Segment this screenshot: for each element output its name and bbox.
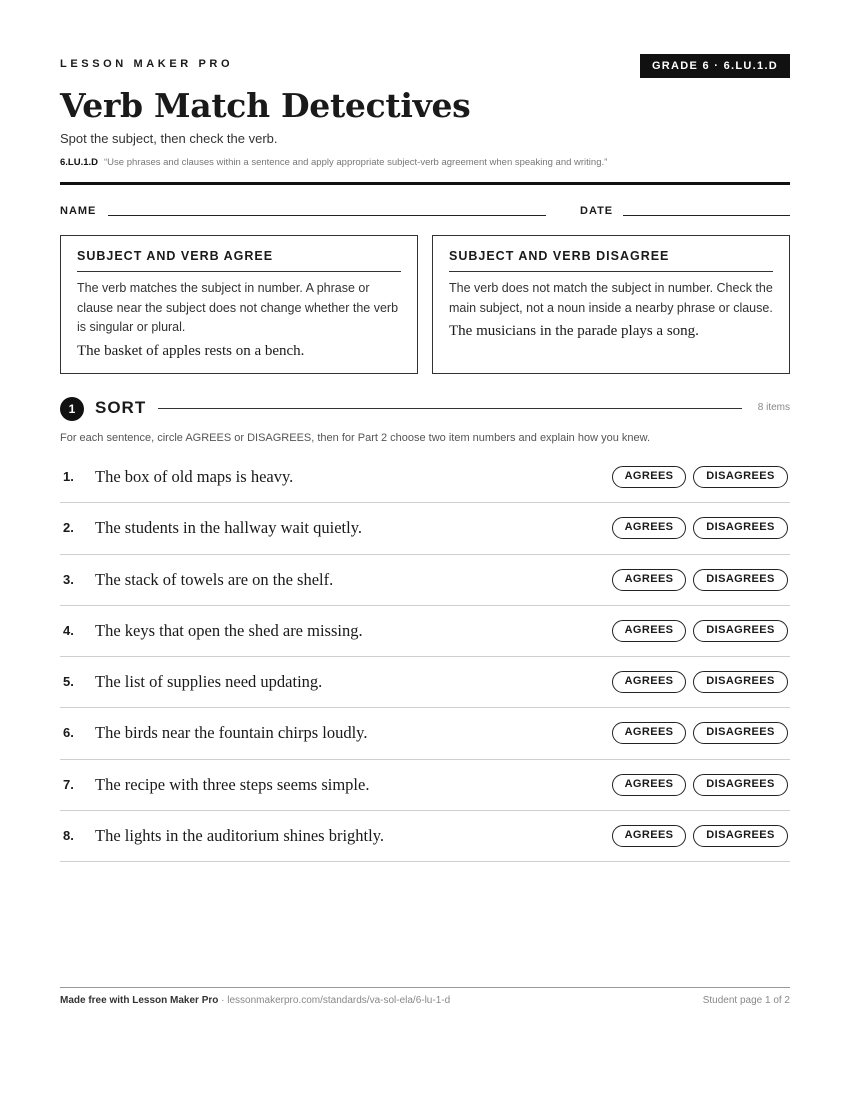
- definition-disagree-box: [432, 235, 790, 374]
- worksheet-title: Verb Match Detectives: [60, 86, 471, 125]
- standard-description: “Use phrases and clauses within a sentence and apply appropriate subject-verb agreement when speaking and writing.”: [104, 157, 608, 168]
- disagrees-option[interactable]: DISAGREES: [693, 825, 788, 847]
- brand-name: LESSON MAKER PRO: [60, 58, 234, 70]
- agrees-option[interactable]: AGREES: [612, 722, 686, 744]
- header-divider: [60, 182, 790, 185]
- agrees-option[interactable]: AGREES: [612, 671, 686, 693]
- item-number: 3.: [63, 571, 74, 587]
- disagrees-option[interactable]: DISAGREES: [693, 569, 788, 591]
- list-item: [60, 452, 790, 503]
- grade-badge: GRADE 6 · 6.LU.1.D: [640, 54, 790, 78]
- item-sentence: The lights in the auditorium shines brightly.: [95, 826, 385, 846]
- item-sentence: The stack of towels are on the shelf.: [95, 569, 334, 589]
- definition-text: The verb matches the subject in number. A phrase or clause near the subject does not change whether the verb is singular or plural.: [77, 281, 399, 334]
- item-list: [60, 452, 790, 862]
- list-item: [60, 708, 790, 759]
- item-number: 1.: [63, 469, 74, 484]
- agrees-option[interactable]: AGREES: [612, 466, 686, 488]
- item-number: 7.: [63, 776, 74, 792]
- item-number: 6.: [63, 725, 74, 741]
- footer-made-with: Made free with Lesson Maker Pro: [60, 995, 219, 1006]
- item-sentence: The birds near the fountain chirps loudly.: [95, 723, 368, 743]
- name-field[interactable]: [108, 215, 546, 216]
- agrees-option[interactable]: AGREES: [612, 620, 686, 642]
- item-sentence: The students in the hallway wait quietly.: [95, 518, 362, 538]
- section-instructions: For each sentence, circle AGREES or DISAGREES, then for Part 2 choose two item numbers and explain how you knew.: [60, 432, 651, 444]
- footer-credit: [60, 995, 450, 1006]
- item-sentence: The recipe with three steps seems simple.: [95, 774, 370, 794]
- name-label: NAME: [60, 205, 97, 217]
- disagrees-option[interactable]: DISAGREES: [693, 466, 788, 488]
- disagrees-option[interactable]: DISAGREES: [693, 620, 788, 642]
- footer-divider: [60, 987, 790, 988]
- disagrees-option[interactable]: DISAGREES: [693, 774, 788, 796]
- agrees-option[interactable]: AGREES: [612, 517, 686, 539]
- item-number: 5.: [63, 674, 74, 690]
- disagrees-option[interactable]: DISAGREES: [693, 722, 788, 744]
- list-item: [60, 606, 790, 657]
- list-item: [60, 555, 790, 606]
- section-divider: [158, 408, 742, 409]
- definition-title: SUBJECT AND VERB DISAGREE: [449, 249, 773, 272]
- list-item: [60, 811, 790, 862]
- item-number: 2.: [63, 520, 74, 536]
- item-sentence: The keys that open the shed are missing.: [95, 620, 363, 640]
- standard-line: [60, 157, 607, 168]
- agrees-option[interactable]: AGREES: [612, 569, 686, 591]
- disagrees-option[interactable]: DISAGREES: [693, 671, 788, 693]
- definition-text: The verb does not match the subject in number. Check the main subject, not a noun inside a nearby phrase or clause.: [449, 281, 773, 315]
- standard-code: 6.LU.1.D: [60, 157, 99, 168]
- definition-agree-box: [60, 235, 418, 374]
- worksheet-page: [60, 0, 790, 1100]
- item-sentence: The list of supplies need updating.: [95, 672, 323, 692]
- list-item: [60, 760, 790, 811]
- agrees-option[interactable]: AGREES: [612, 825, 686, 847]
- item-sentence: The box of old maps is heavy.: [95, 467, 294, 486]
- worksheet-subtitle: Spot the subject, then check the verb.: [60, 131, 278, 146]
- agrees-option[interactable]: AGREES: [612, 774, 686, 796]
- date-field[interactable]: [623, 215, 790, 216]
- disagrees-option[interactable]: DISAGREES: [693, 517, 788, 539]
- date-label: DATE: [580, 205, 614, 217]
- item-count: 8 items: [757, 402, 790, 413]
- item-number: 4.: [63, 622, 74, 638]
- item-number: 8.: [63, 828, 74, 844]
- footer-url[interactable]: · lessonmakerpro.com/standards/va-sol-ela/6-lu-1-d: [218, 995, 451, 1006]
- definition-title: SUBJECT AND VERB AGREE: [77, 249, 401, 272]
- definition-example: The basket of apples rests on a bench.: [77, 342, 305, 359]
- list-item: [60, 503, 790, 554]
- section-number-badge: 1: [60, 397, 84, 421]
- list-item: [60, 657, 790, 708]
- page-indicator: Student page 1 of 2: [702, 995, 790, 1006]
- section-title: SORT: [95, 398, 147, 417]
- definition-example: The musicians in the parade plays a song.: [449, 323, 699, 339]
